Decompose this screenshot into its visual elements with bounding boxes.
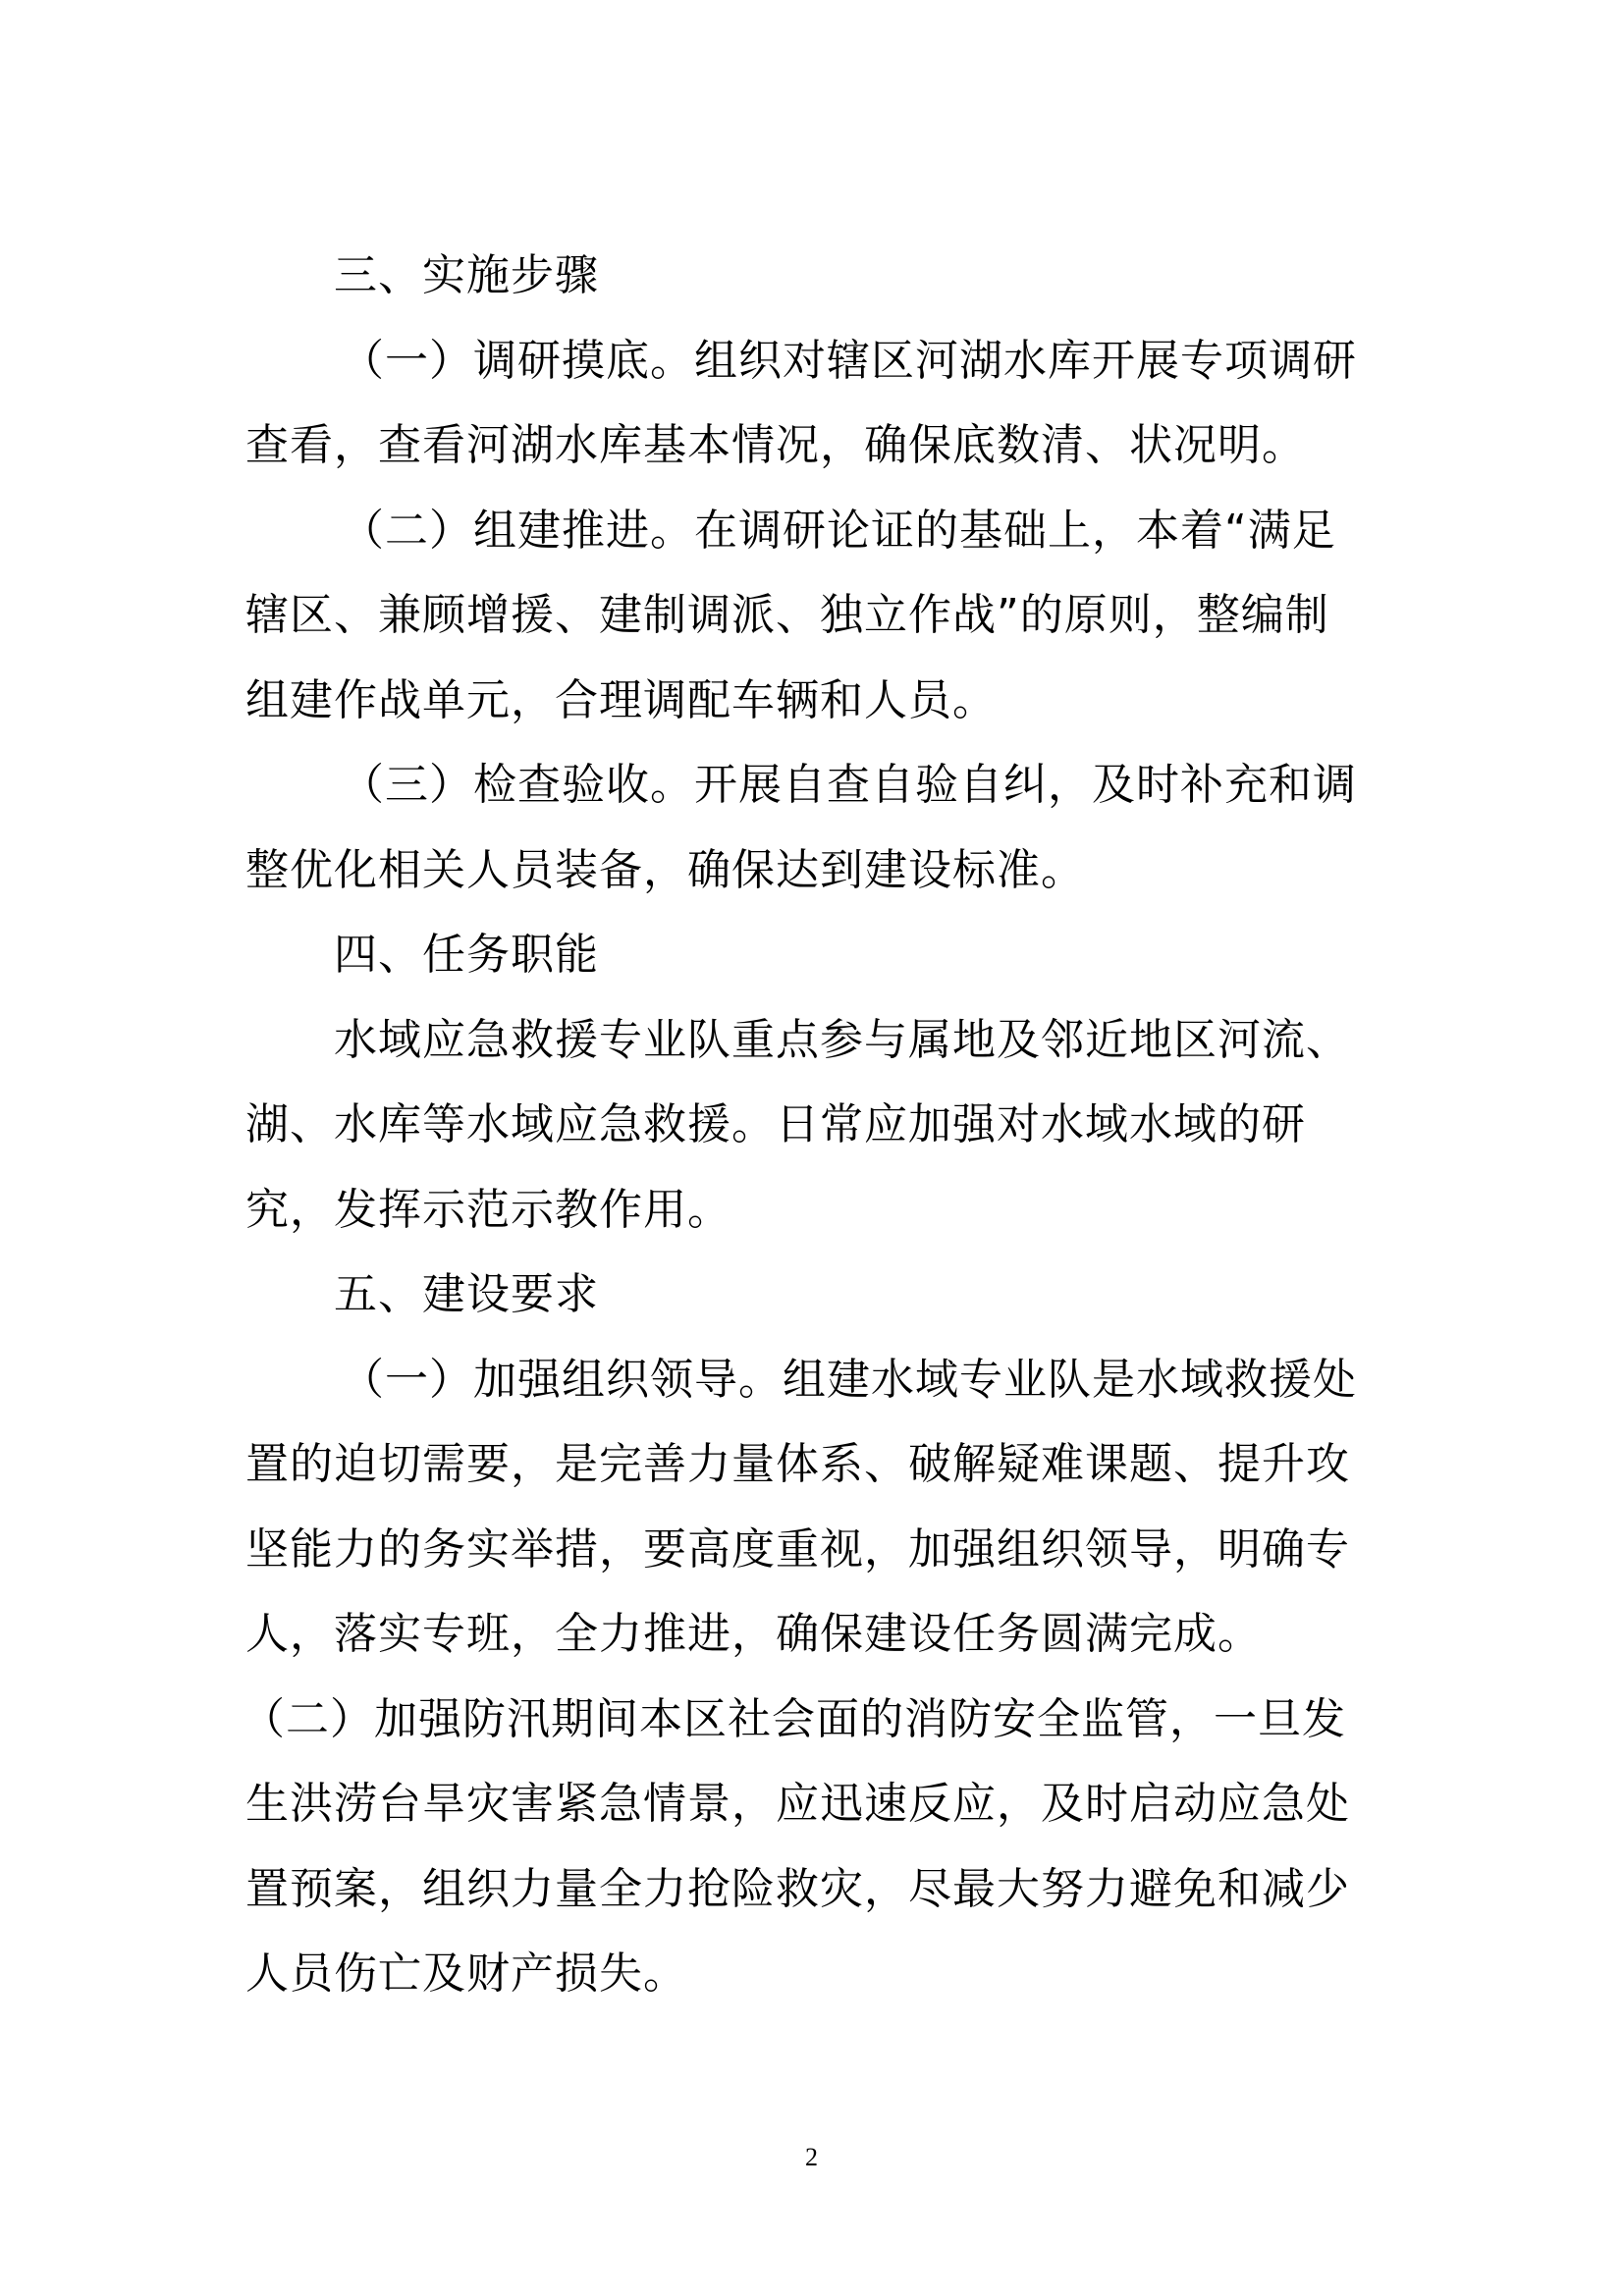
page-number: 2 xyxy=(805,2143,818,2171)
paragraph-line: 人，落实专班，全力推进，确保建设任务圆满完成。 xyxy=(245,1609,1262,1659)
paragraph-line: 置预案，组织力量全力抢险救灾，尽最大努力避免和减少 xyxy=(245,1863,1350,1914)
paragraph-line: 置的迫切需要，是完善力量体系、破解疑难课题、提升攻 xyxy=(245,1439,1350,1489)
paragraph-line: 湖、水库等水域应急救援。日常应加强对水域水域的研 xyxy=(245,1099,1306,1149)
paragraph-line: 查看，查看河湖水库基本情况，确保底数清、状况明。 xyxy=(245,420,1306,470)
paragraph-line: （一）调研摸底。组织对辖区河湖水库开展专项调研 xyxy=(341,335,1357,386)
section-heading-5: 五、建设要求 xyxy=(334,1269,599,1319)
paragraph-line: 人员伤亡及财产损失。 xyxy=(245,1949,687,1999)
paragraph-line: 辖区、兼顾增援、建制调派、独立作战”的原则，整编制 xyxy=(245,590,1329,640)
paragraph-line: 究，发挥示范示教作用。 xyxy=(245,1184,731,1235)
paragraph-line: （三）检查验收。开展自查自验自纠，及时补充和调 xyxy=(341,760,1357,810)
paragraph-line: 生洪涝台旱灾害紧急情景，应迅速反应，及时启动应急处 xyxy=(245,1779,1350,1829)
paragraph-line: 组建作战单元，合理调配车辆和人员。 xyxy=(245,674,997,725)
section-heading-4: 四、任务职能 xyxy=(334,930,599,980)
paragraph-line: 整优化相关人员装备，确保达到建设标准。 xyxy=(245,844,1085,895)
section-heading-3: 三、实施步骤 xyxy=(334,250,599,300)
paragraph-line: （二）组建推进。在调研论证的基础上，本着“满足 xyxy=(341,505,1336,556)
paragraph-line: （一）加强组织领导。组建水域专业队是水域救援处 xyxy=(341,1354,1357,1405)
document-body xyxy=(242,234,1384,2017)
paragraph-line: 水域应急救援专业队重点参与属地及邻近地区河流、 xyxy=(334,1014,1350,1065)
paragraph-line: 坚能力的务实举措，要高度重视，加强组织领导，明确专 xyxy=(245,1523,1350,1575)
paragraph-line: （二）加强防汛期间本区社会面的消防安全监管，一旦发 xyxy=(242,1693,1346,1744)
